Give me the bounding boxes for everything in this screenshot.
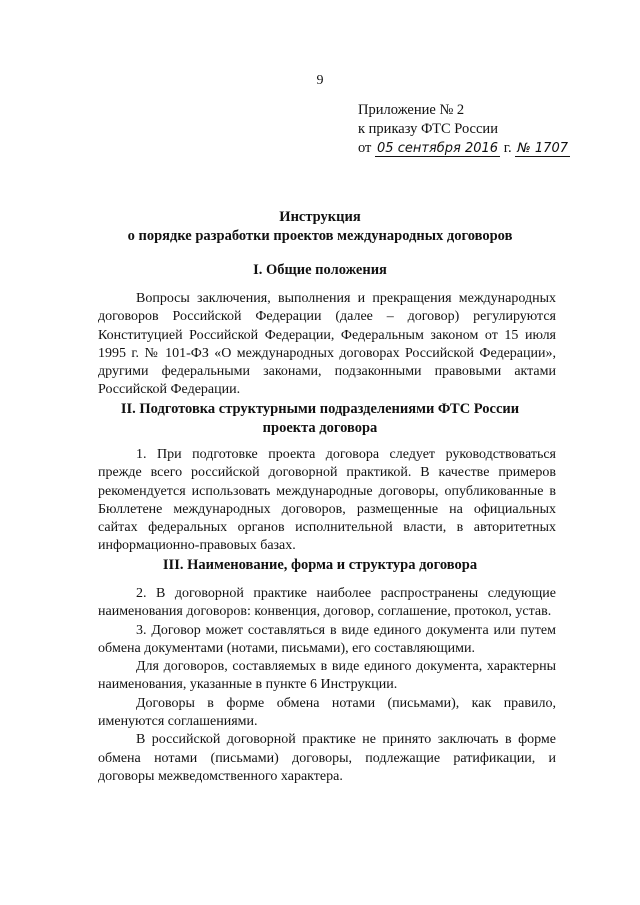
handwritten-date: 05 сентября 2016 — [377, 141, 499, 156]
section-1-paragraph — [98, 290, 556, 400]
title-line-1: Инструкция — [279, 209, 361, 225]
section-1-text: Вопросы заключения, выполнения и прекращения международных договоров Российской Федерации (далее – договор) регулируются Конституцией Российской Федерации, Федеральным законом от 15 июля 1995 г. № 101-ФЗ «О международных договорах Российской Федерации», другими федеральными законами, подзаконными правовыми актами Российской Федерации. — [98, 291, 556, 398]
title-line-2: о порядке разработки проектов международных договоров — [127, 227, 513, 244]
document-title — [0, 208, 640, 245]
appendix-year-suffix: г. — [503, 140, 512, 156]
appendix-line-2: к приказу ФТС России — [358, 121, 498, 137]
page-number: 9 — [316, 73, 324, 88]
section-3-paragraph-1: 2. В договорной практике наиболее распространены следующие наименования договоров: конвенция, договор, соглашение, протокол, устав. — [98, 586, 556, 620]
section-3-paragraphs — [98, 585, 556, 786]
appendix-line-1: Приложение № 2 — [358, 102, 465, 118]
section-1-heading: I. Общие положения — [253, 262, 387, 278]
section-2-heading — [0, 400, 640, 437]
section-3-heading: III. Наименование, форма и структура договора — [162, 557, 478, 573]
section-3-paragraph-5: В российской договорной практике не принято заключать в форме обмена нотами (письмами) договоры, подлежащие ратификации, и договоры межведомственного характера. — [98, 732, 556, 784]
section-3-paragraph-4: Договоры в форме обмена нотами (письмами), как правило, именуются соглашениями. — [98, 695, 556, 730]
section-2-text: 1. При подготовке проекта договора следует руководствоваться прежде всего российской договорной практикой. В качестве примеров рекомендуется использовать международные договоры, опубликованные в Бюллетене международных договоров, размещенные на официальных сайтах федеральных органов исполнительной власти, в авторитетных информационно-правовых базах. — [98, 447, 556, 554]
section-2-heading-line-2: проекта договора — [262, 419, 378, 436]
section-3-paragraph-3: Для договоров, составляемых в виде единого документа, характерны наименования, указанные в пункте 6 Инструкции. — [98, 659, 556, 693]
appendix-block — [358, 101, 570, 158]
appendix-line-3 — [358, 139, 570, 158]
handwritten-order-number: № 1707 — [517, 141, 568, 156]
section-2-paragraph — [98, 446, 556, 556]
section-2-heading-line-1: II. Подготовка структурными подразделениями ФТС России — [120, 401, 520, 417]
section-3-paragraph-2: 3. Договор может составляться в виде единого документа или путем обмена документами (нотами, письмами), его составляющими. — [98, 622, 556, 656]
appendix-date-prefix: от — [358, 140, 372, 156]
